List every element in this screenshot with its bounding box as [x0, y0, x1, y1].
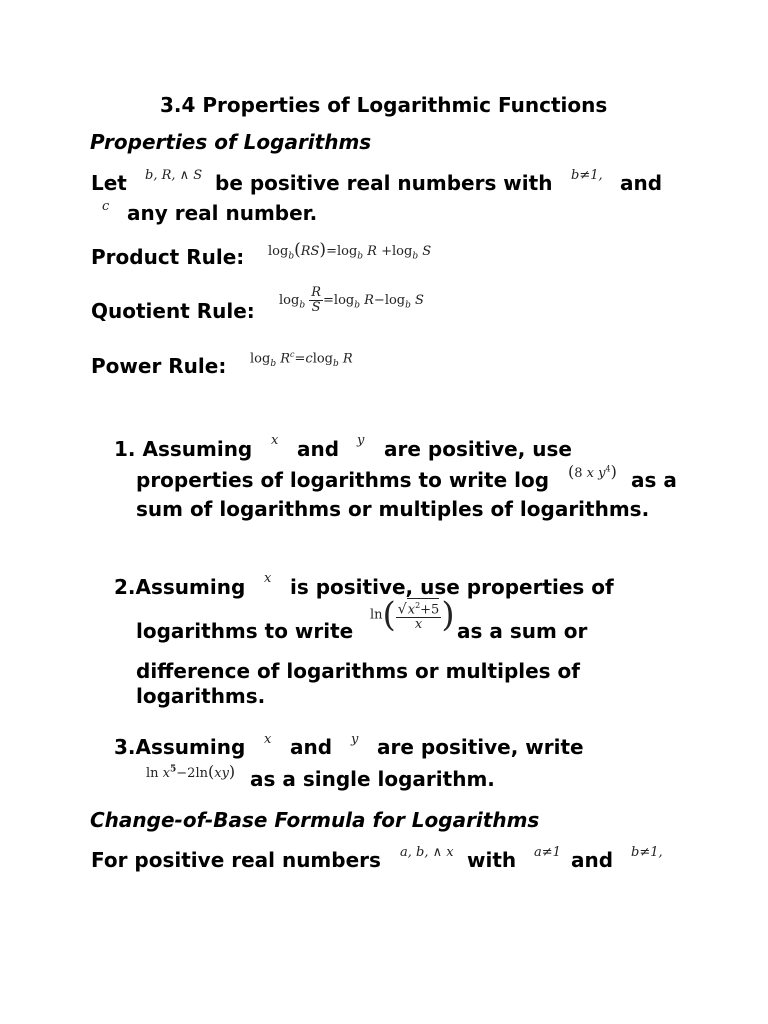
problem-2-as-sum: as a sum or	[457, 619, 588, 643]
problem-1-and: and	[297, 437, 340, 461]
change-of-base-for-positive: For positive real numbers	[91, 848, 381, 872]
change-of-base-with: with	[467, 848, 517, 872]
problem-3-y: y	[351, 732, 359, 747]
change-of-base-b-condition: b≠1,	[631, 845, 663, 860]
problem-2-line4: logarithms.	[136, 684, 266, 708]
problem-2-assuming: 2.Assuming	[114, 575, 246, 599]
change-of-base-and: and	[571, 848, 614, 872]
section-heading-properties: Properties of Logarithms	[90, 130, 372, 154]
intro-any-real: any real number.	[127, 201, 318, 225]
problem-1-as-a: as a	[631, 468, 677, 492]
problem-1-line3: sum of logarithms or multiples of logarithms.	[136, 497, 650, 521]
problem-3-and: and	[290, 735, 333, 759]
problem-3-are-positive: are positive, write	[377, 735, 584, 759]
problem-2-line2: logarithms to write	[136, 619, 354, 643]
problem-3-assuming: 3.Assuming	[114, 735, 246, 759]
page-title: 3.4 Properties of Logarithmic Functions	[160, 93, 608, 117]
product-rule-label: Product Rule:	[91, 245, 245, 269]
problem-3-as-single: as a single logarithm.	[250, 767, 495, 791]
problem-1-x: x	[271, 433, 279, 448]
quotient-rule-label: Quotient Rule:	[91, 299, 255, 323]
power-rule-formula: $\log_b R^c=clog_b$ R	[250, 350, 353, 369]
section-heading-change-of-base: Change-of-Base Formula for Logarithms	[90, 808, 540, 832]
change-of-base-a-condition: a≠1	[534, 845, 561, 860]
intro-b-condition: b≠1,	[571, 168, 603, 183]
intro-vars: b, R, ∧ S	[145, 168, 203, 183]
quotient-rule-formula: $\log_b$ $\frac{R}{S}$ $=\log_b$ $R-\log_b$ S	[279, 285, 424, 315]
product-rule-formula: $\log_b(RS)=\log_b$ $R +\log_b$ S	[268, 240, 432, 262]
problem-1-line2: properties of logarithms to write log	[136, 468, 550, 492]
problem-1-assuming: 1. Assuming	[114, 437, 253, 461]
problem-3-expression: $\ln x^5-2\ln(xy)$	[146, 762, 236, 781]
intro-and: and	[620, 171, 663, 195]
problem-1-expression: (8 x $y^4$)	[568, 462, 617, 481]
power-rule-label: Power Rule:	[91, 354, 227, 378]
problem-1-y: y	[357, 433, 365, 448]
intro-be-positive: be positive real numbers with	[215, 171, 553, 195]
problem-1-are-positive: are positive, use	[384, 437, 572, 461]
intro-c: c	[102, 199, 110, 214]
problem-3-x: x	[264, 732, 272, 747]
change-of-base-vars: a, b, ∧ x	[400, 845, 454, 860]
problem-2-line3: difference of logarithms or multiples of	[136, 659, 580, 683]
problem-2-x: x	[264, 571, 272, 586]
intro-let: Let	[91, 171, 127, 195]
problem-2-expression: ln( $\frac{√x^2+5}{x}$ )	[370, 595, 455, 636]
problem-2-is-positive: is positive, use properties of	[290, 575, 614, 599]
